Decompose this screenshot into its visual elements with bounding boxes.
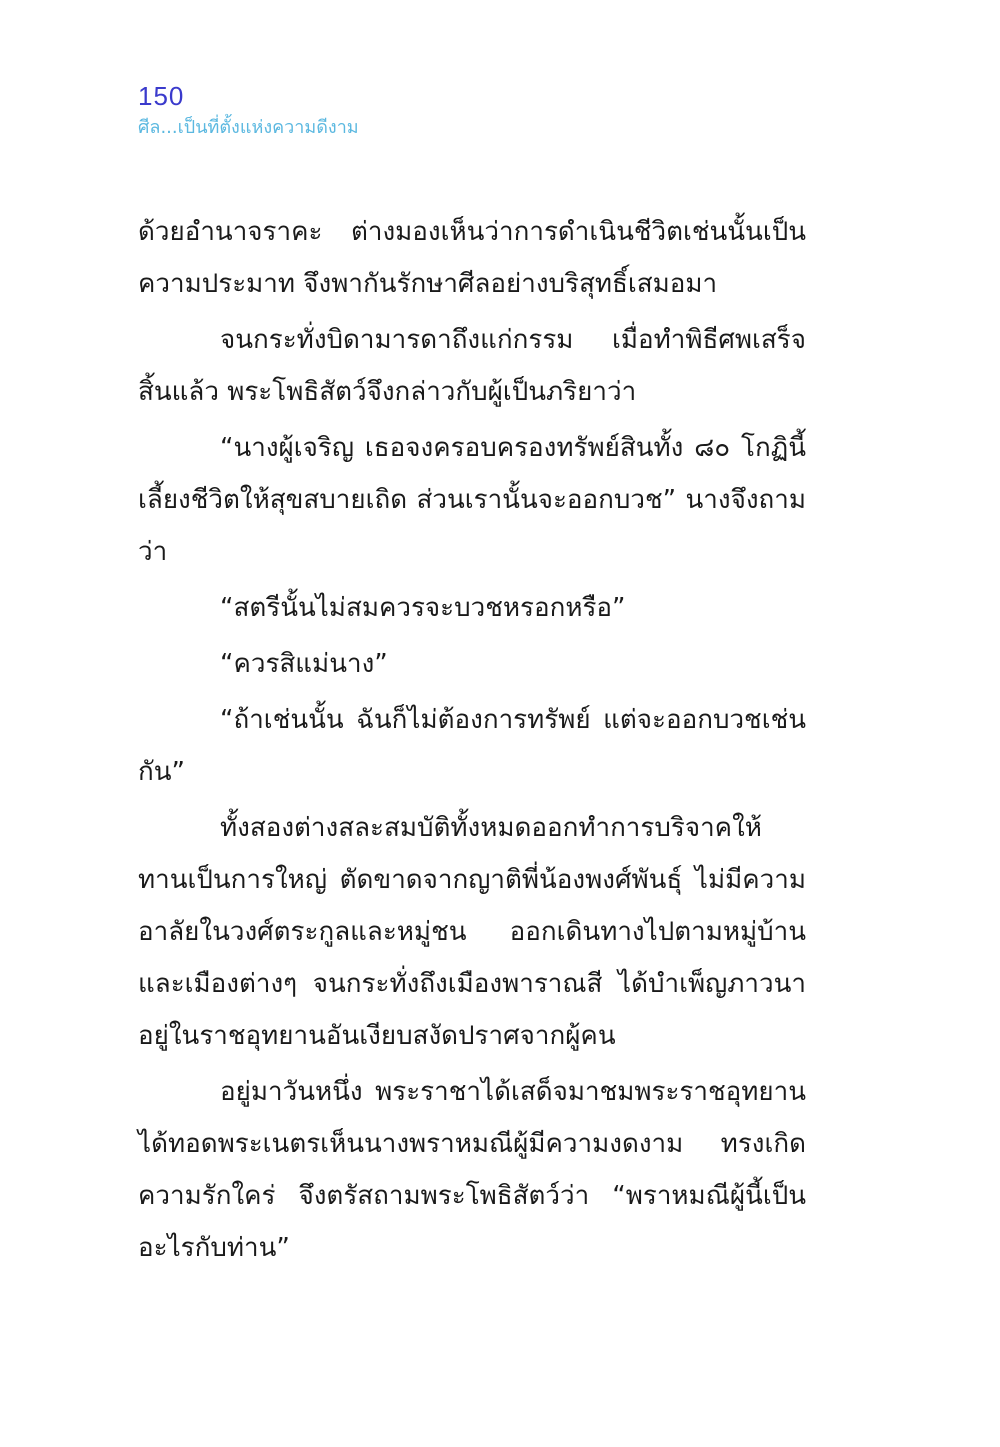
paragraph: ทั้งสองต่างสละสมบัติทั้งหมดออกทำการบริจาคให้ทานเป็นการใหญ่ ตัดขาดจากญาติพี่น้องพงศ์พันธุ์ ไม่มีความอาลัยในวงศ์ตระกูลและหมู่ชน ออกเดินทางไปตามหมู่บ้านและเมืองต่างๆ จนกระทั่งถึงเมืองพาราณสี ได้บำเพ็ญภาวนาอยู่ในราชอุทยานอันเงียบสงัดปราศจากผู้คน <box>138 813 806 1051</box>
paragraph: “ควรสิแม่นาง” <box>220 649 388 679</box>
paragraph: จนกระทั่งบิดามารดาถึงแก่กรรม เมื่อทำพิธีศพเสร็จสิ้นแล้ว พระโพธิสัตว์จึงกล่าวกับผู้เป็นภริยาว่า <box>138 325 806 407</box>
paragraph: “ถ้าเช่นนั้น ฉันก็ไม่ต้องการทรัพย์ แต่จะออกบวชเช่นกัน” <box>138 705 806 787</box>
paragraph: ด้วยอำนาจราคะ ต่างมองเห็นว่าการดำเนินชีวิตเช่นนั้นเป็นความประมาท จึงพากันรักษาศีลอย่างบริสุทธิ์เสมอมา <box>138 217 806 299</box>
paragraph: อยู่มาวันหนึ่ง พระราชาได้เสด็จมาชมพระราชอุทยานได้ทอดพระเนตรเห็นนางพราหมณีผู้มีความงดงาม ทรงเกิดความรักใคร่ จึงตรัสถามพระโพธิสัตว์ว่า “พราหมณีผู้นี้เป็นอะไรกับท่าน” <box>138 1077 806 1263</box>
paragraph: “สตรีนั้นไม่สมควรจะบวชหรอกหรือ” <box>220 593 626 623</box>
body-text <box>138 206 806 1278</box>
paragraph: “นางผู้เจริญ เธอจงครอบครองทรัพย์สินทั้ง ๘๐ โกฏินี้เลี้ยงชีวิตให้สุขสบายเถิด ส่วนเรานั้นจะออกบวช” นางจึงถามว่า <box>138 433 806 567</box>
page-number: 150 <box>138 81 185 111</box>
running-title: ศีล...เป็นที่ตั้งแห่งความดีงาม <box>138 117 359 138</box>
page-header <box>138 80 738 142</box>
